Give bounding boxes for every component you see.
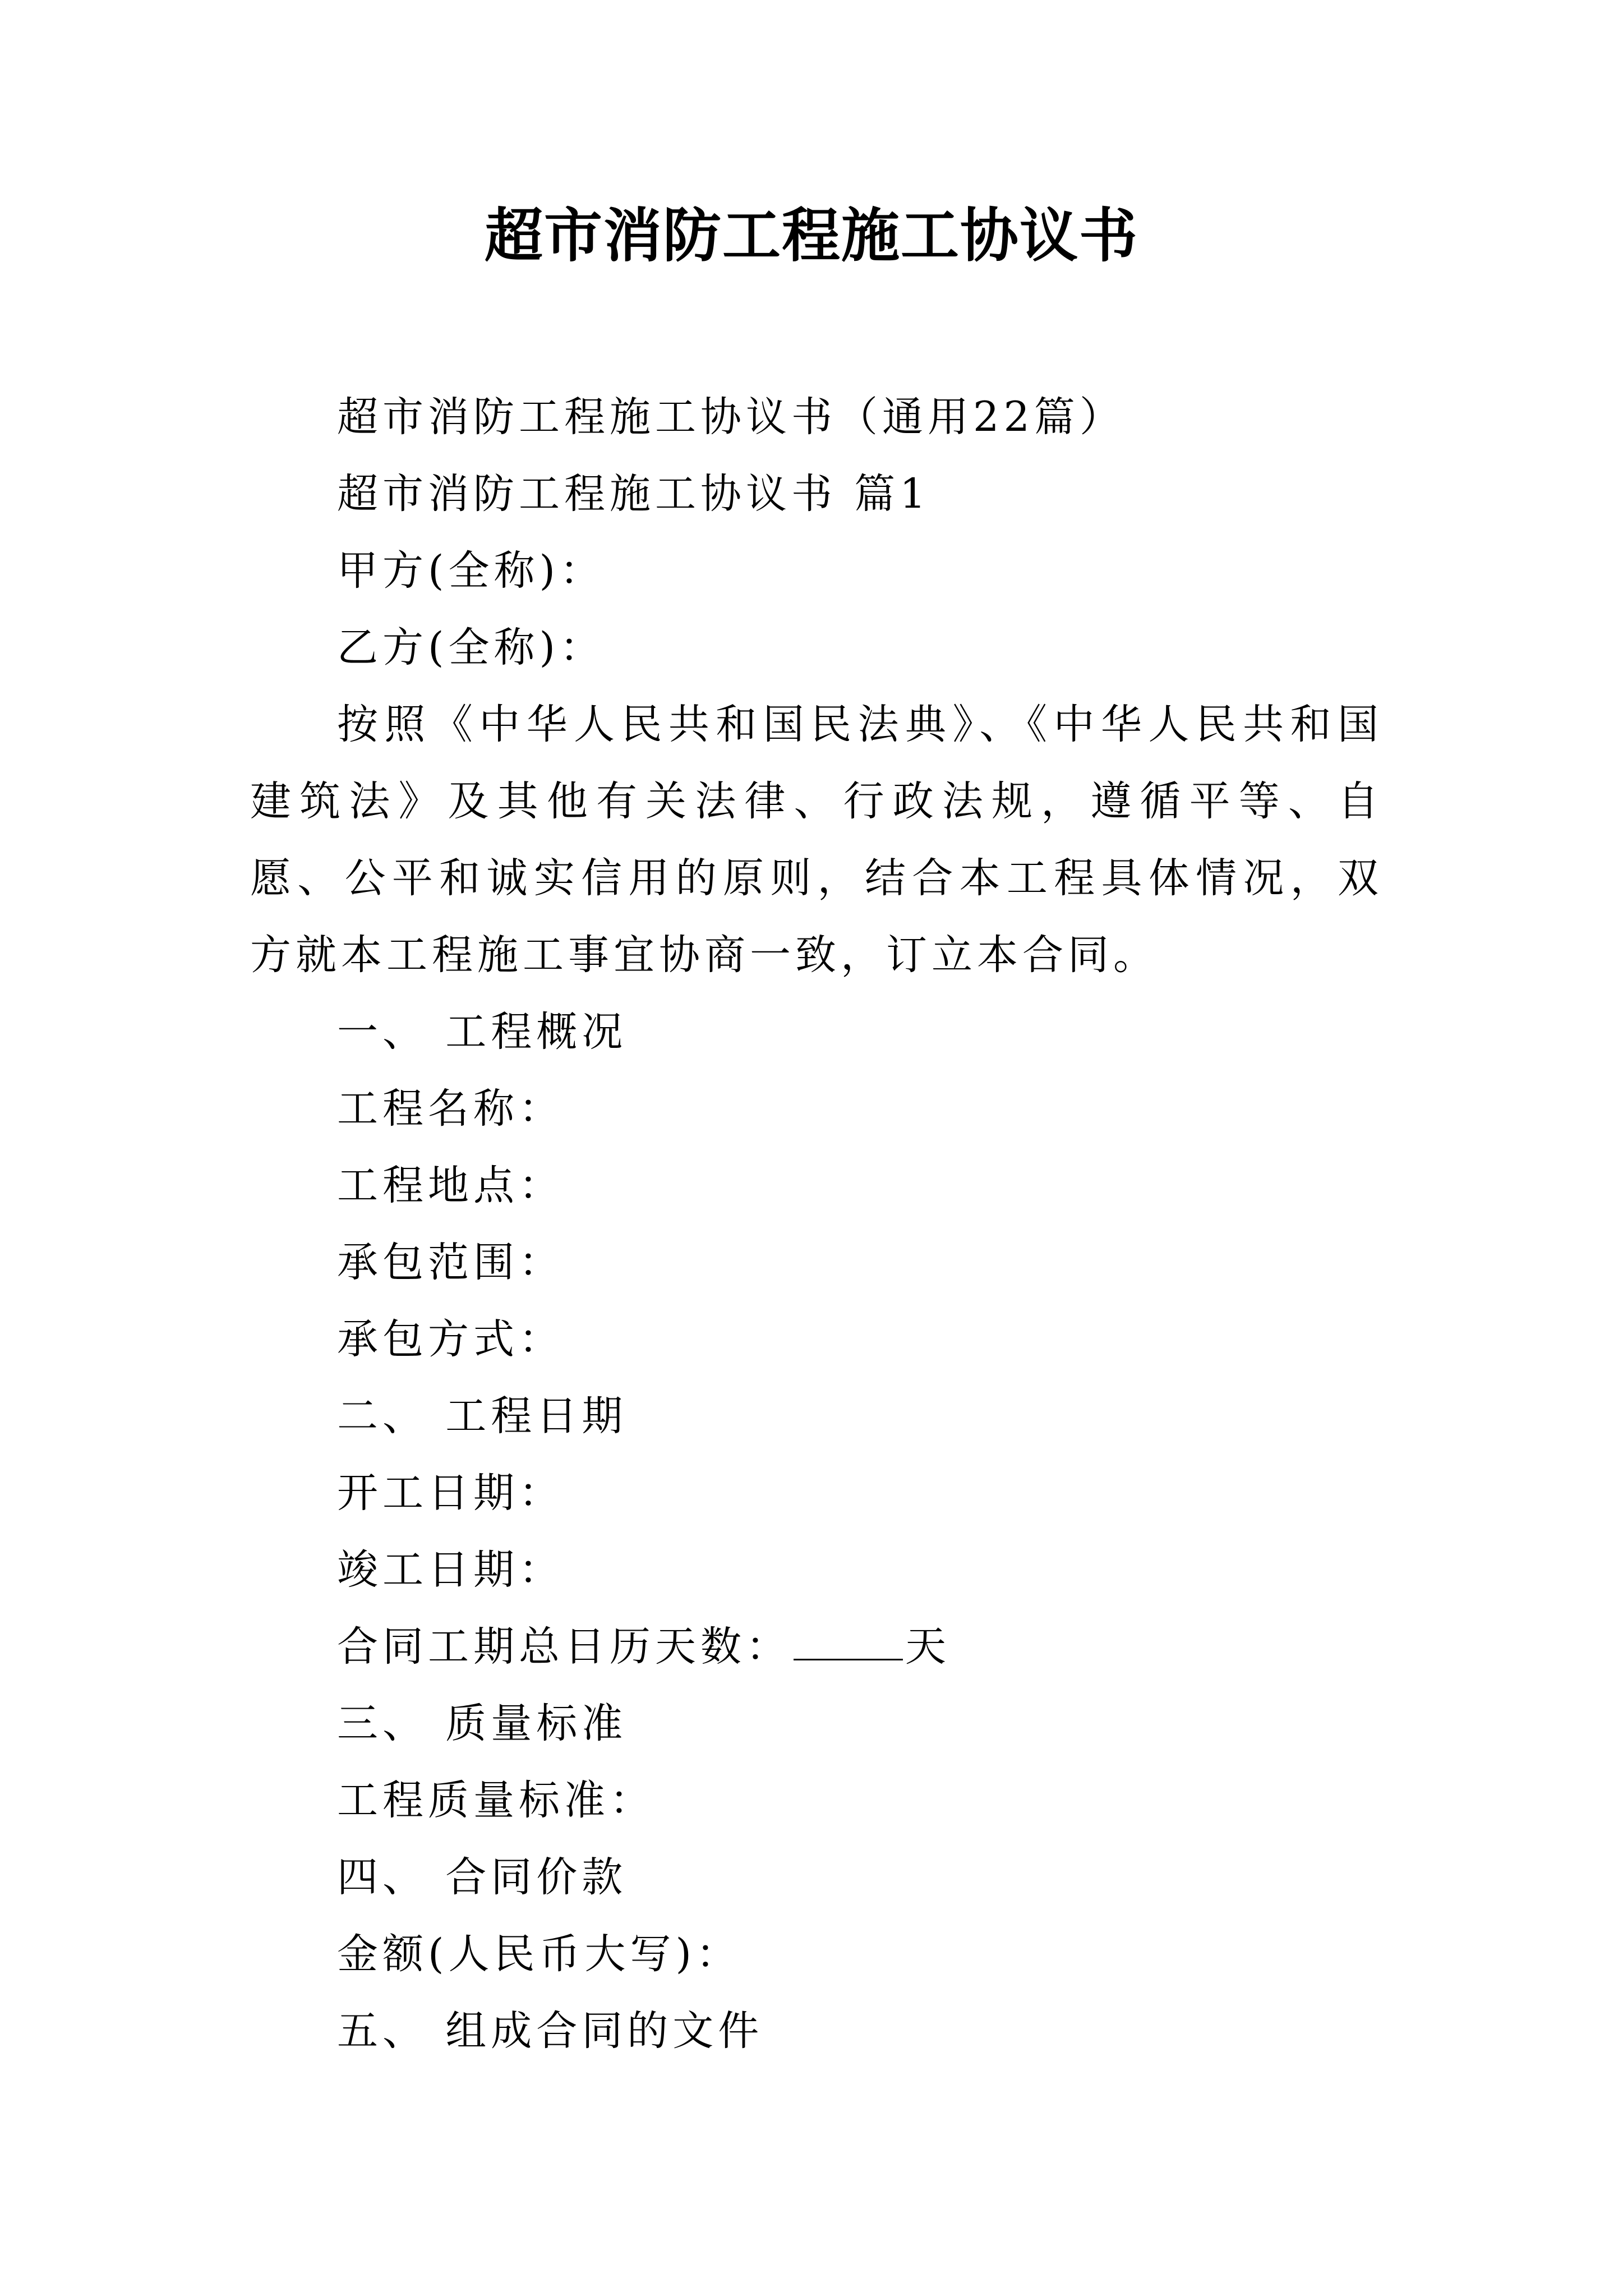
heading-quality-standard: 三、 质量标准: [337, 1700, 628, 1747]
paragraph-party-b: 乙方(全称)：: [337, 624, 605, 671]
paragraph-subtitle: 超市消防工程施工协议书（通用22篇）: [337, 393, 1125, 441]
field-contract-method: 承包方式：: [337, 1315, 564, 1363]
duration-label: 合同工期总日历天数：: [337, 1623, 791, 1671]
heading-project-overview: 一、 工程概况: [337, 1008, 628, 1056]
field-amount: 金额(人民币大写)：: [337, 1930, 741, 1978]
document-body: [250, 379, 1383, 2069]
field-total-duration: [250, 1608, 1383, 1685]
duration-blank: [794, 1653, 903, 1660]
paragraph-party-a: 甲方(全称)：: [337, 547, 605, 595]
paragraph-preamble: 按照《中华人民共和国民法典》、《中华人民共和国建筑法》及其他有关法律、行政法规，遵循平等、自愿、公平和诚实信用的原则，结合本工程具体情况，双方就本工程施工事宜协商一致，订立本合同。: [250, 701, 1383, 979]
field-completion-date: 竣工日期：: [337, 1546, 564, 1594]
paragraph-section-heading: 超市消防工程施工协议书 篇1: [337, 470, 930, 518]
field-quality-standard: 工程质量标准：: [337, 1777, 655, 1824]
document-title: 超市消防工程施工协议书: [484, 201, 1138, 270]
heading-project-dates: 二、 工程日期: [337, 1392, 628, 1440]
field-start-date: 开工日期：: [337, 1469, 564, 1517]
heading-contract-price: 四、 合同价款: [337, 1853, 628, 1901]
heading-contract-documents: 五、 组成合同的文件: [337, 2007, 764, 2055]
duration-unit: 天: [905, 1623, 951, 1671]
field-project-name: 工程名称：: [337, 1085, 564, 1133]
field-project-location: 工程地点：: [337, 1162, 564, 1209]
field-contract-scope: 承包范围：: [337, 1239, 564, 1286]
